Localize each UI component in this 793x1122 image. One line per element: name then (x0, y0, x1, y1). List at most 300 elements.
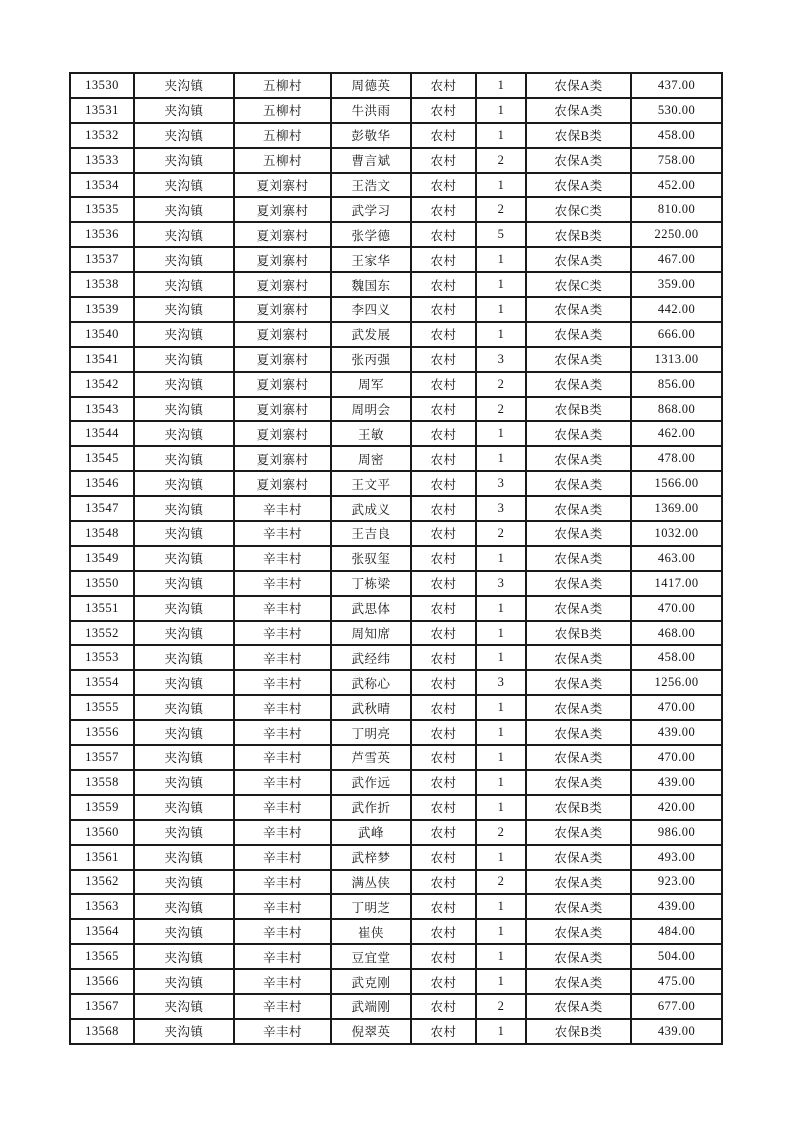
cell-person-name: 彭敬华 (331, 123, 411, 148)
cell-town: 夹沟镇 (134, 1019, 234, 1044)
cell-village: 辛丰村 (234, 770, 331, 795)
table-row (70, 670, 722, 695)
cell-person-count: 3 (476, 571, 526, 596)
cell-record-id: 13558 (70, 770, 134, 795)
table-row (70, 322, 722, 347)
cell-person-name: 曹言斌 (331, 148, 411, 173)
cell-village: 夏刘寨村 (234, 247, 331, 272)
cell-person-count: 2 (476, 148, 526, 173)
cell-town: 夹沟镇 (134, 446, 234, 471)
cell-insurance-category: 农保A类 (526, 148, 631, 173)
cell-town: 夹沟镇 (134, 621, 234, 646)
cell-residence-type: 农村 (411, 272, 476, 297)
cell-record-id: 13550 (70, 571, 134, 596)
cell-person-count: 1 (476, 969, 526, 994)
cell-person-count: 1 (476, 322, 526, 347)
cell-person-count: 2 (476, 372, 526, 397)
cell-amount: 1566.00 (631, 471, 722, 496)
cell-person-count: 1 (476, 845, 526, 870)
cell-town: 夹沟镇 (134, 471, 234, 496)
cell-person-name: 张丙强 (331, 347, 411, 372)
cell-person-count: 1 (476, 98, 526, 123)
cell-person-count: 1 (476, 621, 526, 646)
cell-insurance-category: 农保A类 (526, 98, 631, 123)
cell-insurance-category: 农保A类 (526, 347, 631, 372)
cell-town: 夹沟镇 (134, 98, 234, 123)
table-row (70, 347, 722, 372)
cell-person-count: 2 (476, 994, 526, 1019)
cell-person-count: 1 (476, 596, 526, 621)
cell-village: 夏刘寨村 (234, 397, 331, 422)
table-row (70, 247, 722, 272)
cell-amount: 1256.00 (631, 670, 722, 695)
cell-record-id: 13543 (70, 397, 134, 422)
cell-village: 辛丰村 (234, 596, 331, 621)
cell-residence-type: 农村 (411, 471, 476, 496)
table-row (70, 173, 722, 198)
cell-amount: 530.00 (631, 98, 722, 123)
table-row (70, 596, 722, 621)
cell-insurance-category: 农保A类 (526, 695, 631, 720)
cell-residence-type: 农村 (411, 894, 476, 919)
cell-record-id: 13562 (70, 870, 134, 895)
cell-town: 夹沟镇 (134, 347, 234, 372)
cell-amount: 437.00 (631, 73, 722, 98)
cell-person-name: 满丛侠 (331, 870, 411, 895)
cell-record-id: 13538 (70, 272, 134, 297)
cell-person-count: 1 (476, 446, 526, 471)
cell-insurance-category: 农保A类 (526, 471, 631, 496)
cell-person-name: 武端刚 (331, 994, 411, 1019)
cell-village: 辛丰村 (234, 621, 331, 646)
cell-insurance-category: 农保A类 (526, 73, 631, 98)
cell-insurance-category: 农保B类 (526, 123, 631, 148)
cell-amount: 1032.00 (631, 521, 722, 546)
table-row (70, 720, 722, 745)
cell-person-count: 1 (476, 123, 526, 148)
cell-person-count: 1 (476, 745, 526, 770)
cell-amount: 868.00 (631, 397, 722, 422)
cell-residence-type: 农村 (411, 197, 476, 222)
cell-town: 夹沟镇 (134, 795, 234, 820)
cell-insurance-category: 农保C类 (526, 272, 631, 297)
cell-insurance-category: 农保A类 (526, 919, 631, 944)
cell-record-id: 13565 (70, 944, 134, 969)
cell-amount: 810.00 (631, 197, 722, 222)
cell-amount: 467.00 (631, 247, 722, 272)
cell-village: 夏刘寨村 (234, 173, 331, 198)
cell-person-name: 丁明芝 (331, 894, 411, 919)
cell-village: 夏刘寨村 (234, 322, 331, 347)
cell-amount: 493.00 (631, 845, 722, 870)
cell-town: 夹沟镇 (134, 571, 234, 596)
table-row (70, 571, 722, 596)
cell-residence-type: 农村 (411, 820, 476, 845)
table-row (70, 994, 722, 1019)
table-row (70, 496, 722, 521)
cell-village: 夏刘寨村 (234, 197, 331, 222)
cell-person-count: 1 (476, 645, 526, 670)
cell-residence-type: 农村 (411, 845, 476, 870)
table-row (70, 148, 722, 173)
cell-insurance-category: 农保C类 (526, 197, 631, 222)
table-body (70, 73, 722, 1044)
table-row (70, 446, 722, 471)
benefits-roster-table (69, 72, 723, 1045)
cell-amount: 923.00 (631, 870, 722, 895)
cell-town: 夹沟镇 (134, 845, 234, 870)
cell-amount: 475.00 (631, 969, 722, 994)
cell-record-id: 13555 (70, 695, 134, 720)
cell-town: 夹沟镇 (134, 272, 234, 297)
cell-residence-type: 农村 (411, 446, 476, 471)
table-row (70, 546, 722, 571)
table-row (70, 919, 722, 944)
cell-residence-type: 农村 (411, 347, 476, 372)
cell-insurance-category: 农保A类 (526, 670, 631, 695)
cell-town: 夹沟镇 (134, 695, 234, 720)
table-row (70, 795, 722, 820)
cell-insurance-category: 农保A类 (526, 372, 631, 397)
cell-town: 夹沟镇 (134, 820, 234, 845)
cell-record-id: 13563 (70, 894, 134, 919)
cell-town: 夹沟镇 (134, 870, 234, 895)
cell-town: 夹沟镇 (134, 745, 234, 770)
cell-town: 夹沟镇 (134, 148, 234, 173)
cell-town: 夹沟镇 (134, 372, 234, 397)
cell-person-count: 1 (476, 795, 526, 820)
cell-residence-type: 农村 (411, 621, 476, 646)
cell-town: 夹沟镇 (134, 521, 234, 546)
cell-village: 夏刘寨村 (234, 347, 331, 372)
cell-town: 夹沟镇 (134, 73, 234, 98)
cell-residence-type: 农村 (411, 944, 476, 969)
cell-residence-type: 农村 (411, 173, 476, 198)
cell-insurance-category: 农保A类 (526, 297, 631, 322)
cell-residence-type: 农村 (411, 73, 476, 98)
cell-amount: 420.00 (631, 795, 722, 820)
cell-person-count: 1 (476, 695, 526, 720)
cell-residence-type: 农村 (411, 397, 476, 422)
cell-record-id: 13560 (70, 820, 134, 845)
cell-record-id: 13542 (70, 372, 134, 397)
table-row (70, 969, 722, 994)
cell-amount: 1417.00 (631, 571, 722, 596)
cell-amount: 504.00 (631, 944, 722, 969)
table-row (70, 820, 722, 845)
cell-amount: 462.00 (631, 421, 722, 446)
cell-amount: 666.00 (631, 322, 722, 347)
cell-residence-type: 农村 (411, 372, 476, 397)
cell-person-name: 武秋晴 (331, 695, 411, 720)
cell-record-id: 13567 (70, 994, 134, 1019)
cell-person-name: 牛洪雨 (331, 98, 411, 123)
cell-person-name: 武思体 (331, 596, 411, 621)
table-row (70, 272, 722, 297)
cell-insurance-category: 农保B类 (526, 1019, 631, 1044)
cell-person-name: 周德英 (331, 73, 411, 98)
cell-person-count: 2 (476, 521, 526, 546)
cell-person-count: 3 (476, 347, 526, 372)
cell-person-name: 张驭玺 (331, 546, 411, 571)
cell-town: 夹沟镇 (134, 994, 234, 1019)
cell-residence-type: 农村 (411, 645, 476, 670)
cell-person-name: 武经纬 (331, 645, 411, 670)
cell-insurance-category: 农保A类 (526, 870, 631, 895)
cell-village: 夏刘寨村 (234, 372, 331, 397)
cell-village: 辛丰村 (234, 795, 331, 820)
cell-town: 夹沟镇 (134, 546, 234, 571)
cell-insurance-category: 农保B类 (526, 795, 631, 820)
cell-residence-type: 农村 (411, 720, 476, 745)
cell-amount: 439.00 (631, 894, 722, 919)
cell-village: 辛丰村 (234, 546, 331, 571)
cell-person-name: 周密 (331, 446, 411, 471)
table-row (70, 123, 722, 148)
cell-person-count: 3 (476, 471, 526, 496)
cell-person-name: 芦雪英 (331, 745, 411, 770)
cell-record-id: 13544 (70, 421, 134, 446)
cell-residence-type: 农村 (411, 770, 476, 795)
cell-town: 夹沟镇 (134, 919, 234, 944)
cell-amount: 452.00 (631, 173, 722, 198)
cell-town: 夹沟镇 (134, 670, 234, 695)
cell-town: 夹沟镇 (134, 770, 234, 795)
cell-person-count: 1 (476, 944, 526, 969)
cell-residence-type: 农村 (411, 795, 476, 820)
cell-village: 夏刘寨村 (234, 297, 331, 322)
table-row (70, 944, 722, 969)
cell-town: 夹沟镇 (134, 496, 234, 521)
cell-person-name: 武克刚 (331, 969, 411, 994)
cell-person-name: 武称心 (331, 670, 411, 695)
cell-record-id: 13549 (70, 546, 134, 571)
cell-amount: 758.00 (631, 148, 722, 173)
cell-residence-type: 农村 (411, 870, 476, 895)
cell-town: 夹沟镇 (134, 197, 234, 222)
cell-residence-type: 农村 (411, 994, 476, 1019)
cell-record-id: 13553 (70, 645, 134, 670)
cell-person-name: 崔侠 (331, 919, 411, 944)
cell-person-name: 武发展 (331, 322, 411, 347)
cell-village: 辛丰村 (234, 571, 331, 596)
cell-town: 夹沟镇 (134, 969, 234, 994)
cell-village: 夏刘寨村 (234, 272, 331, 297)
cell-village: 辛丰村 (234, 745, 331, 770)
cell-insurance-category: 农保A类 (526, 571, 631, 596)
cell-person-name: 倪翠英 (331, 1019, 411, 1044)
cell-record-id: 13552 (70, 621, 134, 646)
cell-amount: 442.00 (631, 297, 722, 322)
cell-record-id: 13530 (70, 73, 134, 98)
cell-village: 辛丰村 (234, 894, 331, 919)
cell-residence-type: 农村 (411, 148, 476, 173)
cell-person-name: 王浩文 (331, 173, 411, 198)
cell-person-count: 1 (476, 919, 526, 944)
cell-insurance-category: 农保B类 (526, 397, 631, 422)
table-row (70, 222, 722, 247)
cell-town: 夹沟镇 (134, 645, 234, 670)
cell-village: 辛丰村 (234, 820, 331, 845)
cell-town: 夹沟镇 (134, 247, 234, 272)
cell-town: 夹沟镇 (134, 173, 234, 198)
cell-town: 夹沟镇 (134, 596, 234, 621)
cell-village: 辛丰村 (234, 919, 331, 944)
cell-village: 辛丰村 (234, 670, 331, 695)
cell-amount: 439.00 (631, 770, 722, 795)
cell-town: 夹沟镇 (134, 322, 234, 347)
cell-record-id: 13547 (70, 496, 134, 521)
cell-record-id: 13532 (70, 123, 134, 148)
table-row (70, 471, 722, 496)
cell-record-id: 13556 (70, 720, 134, 745)
cell-town: 夹沟镇 (134, 894, 234, 919)
cell-residence-type: 农村 (411, 571, 476, 596)
cell-person-count: 3 (476, 496, 526, 521)
cell-record-id: 13534 (70, 173, 134, 198)
cell-village: 辛丰村 (234, 845, 331, 870)
cell-village: 辛丰村 (234, 1019, 331, 1044)
cell-village: 辛丰村 (234, 695, 331, 720)
cell-record-id: 13545 (70, 446, 134, 471)
cell-insurance-category: 农保A类 (526, 969, 631, 994)
cell-record-id: 13535 (70, 197, 134, 222)
cell-record-id: 13537 (70, 247, 134, 272)
cell-amount: 359.00 (631, 272, 722, 297)
cell-residence-type: 农村 (411, 596, 476, 621)
cell-person-name: 周军 (331, 372, 411, 397)
cell-insurance-category: 农保A类 (526, 546, 631, 571)
cell-insurance-category: 农保A类 (526, 446, 631, 471)
cell-record-id: 13557 (70, 745, 134, 770)
cell-record-id: 13561 (70, 845, 134, 870)
table-row (70, 894, 722, 919)
cell-person-count: 2 (476, 820, 526, 845)
cell-insurance-category: 农保A类 (526, 521, 631, 546)
cell-person-name: 丁明亮 (331, 720, 411, 745)
cell-residence-type: 农村 (411, 496, 476, 521)
table-row (70, 870, 722, 895)
cell-insurance-category: 农保A类 (526, 720, 631, 745)
cell-insurance-category: 农保A类 (526, 944, 631, 969)
cell-person-name: 武学习 (331, 197, 411, 222)
cell-record-id: 13566 (70, 969, 134, 994)
cell-amount: 478.00 (631, 446, 722, 471)
cell-person-count: 1 (476, 272, 526, 297)
cell-person-count: 2 (476, 397, 526, 422)
cell-amount: 1313.00 (631, 347, 722, 372)
cell-record-id: 13536 (70, 222, 134, 247)
cell-residence-type: 农村 (411, 521, 476, 546)
cell-village: 夏刘寨村 (234, 222, 331, 247)
cell-amount: 458.00 (631, 123, 722, 148)
cell-village: 五柳村 (234, 123, 331, 148)
table-row (70, 645, 722, 670)
cell-person-count: 1 (476, 247, 526, 272)
cell-person-count: 1 (476, 297, 526, 322)
cell-insurance-category: 农保A类 (526, 496, 631, 521)
cell-amount: 468.00 (631, 621, 722, 646)
cell-residence-type: 农村 (411, 297, 476, 322)
cell-amount: 856.00 (631, 372, 722, 397)
cell-residence-type: 农村 (411, 969, 476, 994)
cell-residence-type: 农村 (411, 247, 476, 272)
cell-village: 夏刘寨村 (234, 421, 331, 446)
cell-amount: 484.00 (631, 919, 722, 944)
cell-village: 五柳村 (234, 73, 331, 98)
cell-person-name: 王吉良 (331, 521, 411, 546)
cell-record-id: 13554 (70, 670, 134, 695)
cell-residence-type: 农村 (411, 919, 476, 944)
cell-person-name: 魏国东 (331, 272, 411, 297)
cell-village: 辛丰村 (234, 870, 331, 895)
cell-village: 辛丰村 (234, 720, 331, 745)
cell-amount: 2250.00 (631, 222, 722, 247)
cell-insurance-category: 农保A类 (526, 845, 631, 870)
cell-residence-type: 农村 (411, 123, 476, 148)
cell-amount: 677.00 (631, 994, 722, 1019)
cell-record-id: 13540 (70, 322, 134, 347)
cell-record-id: 13533 (70, 148, 134, 173)
cell-amount: 470.00 (631, 596, 722, 621)
table-row (70, 521, 722, 546)
cell-person-count: 1 (476, 720, 526, 745)
cell-village: 夏刘寨村 (234, 446, 331, 471)
cell-village: 辛丰村 (234, 521, 331, 546)
cell-village: 辛丰村 (234, 645, 331, 670)
cell-person-name: 张学德 (331, 222, 411, 247)
cell-person-name: 周明会 (331, 397, 411, 422)
cell-insurance-category: 农保A类 (526, 596, 631, 621)
cell-amount: 463.00 (631, 546, 722, 571)
cell-person-name: 武作折 (331, 795, 411, 820)
cell-town: 夹沟镇 (134, 123, 234, 148)
cell-record-id: 13531 (70, 98, 134, 123)
cell-person-count: 1 (476, 421, 526, 446)
cell-residence-type: 农村 (411, 670, 476, 695)
cell-residence-type: 农村 (411, 695, 476, 720)
cell-record-id: 13546 (70, 471, 134, 496)
cell-record-id: 13548 (70, 521, 134, 546)
cell-person-count: 1 (476, 73, 526, 98)
table-row (70, 770, 722, 795)
cell-residence-type: 农村 (411, 322, 476, 347)
cell-record-id: 13568 (70, 1019, 134, 1044)
table-row (70, 745, 722, 770)
cell-person-count: 1 (476, 1019, 526, 1044)
cell-amount: 986.00 (631, 820, 722, 845)
cell-town: 夹沟镇 (134, 720, 234, 745)
cell-person-count: 1 (476, 546, 526, 571)
cell-insurance-category: 农保A类 (526, 820, 631, 845)
cell-person-name: 王家华 (331, 247, 411, 272)
cell-town: 夹沟镇 (134, 421, 234, 446)
cell-town: 夹沟镇 (134, 297, 234, 322)
cell-town: 夹沟镇 (134, 222, 234, 247)
cell-person-name: 豆宜堂 (331, 944, 411, 969)
cell-residence-type: 农村 (411, 745, 476, 770)
cell-person-count: 1 (476, 173, 526, 198)
cell-person-name: 武峰 (331, 820, 411, 845)
cell-record-id: 13551 (70, 596, 134, 621)
cell-village: 辛丰村 (234, 994, 331, 1019)
table-row (70, 397, 722, 422)
cell-person-name: 武作远 (331, 770, 411, 795)
cell-village: 辛丰村 (234, 944, 331, 969)
cell-village: 辛丰村 (234, 496, 331, 521)
table-row (70, 98, 722, 123)
cell-person-count: 2 (476, 197, 526, 222)
